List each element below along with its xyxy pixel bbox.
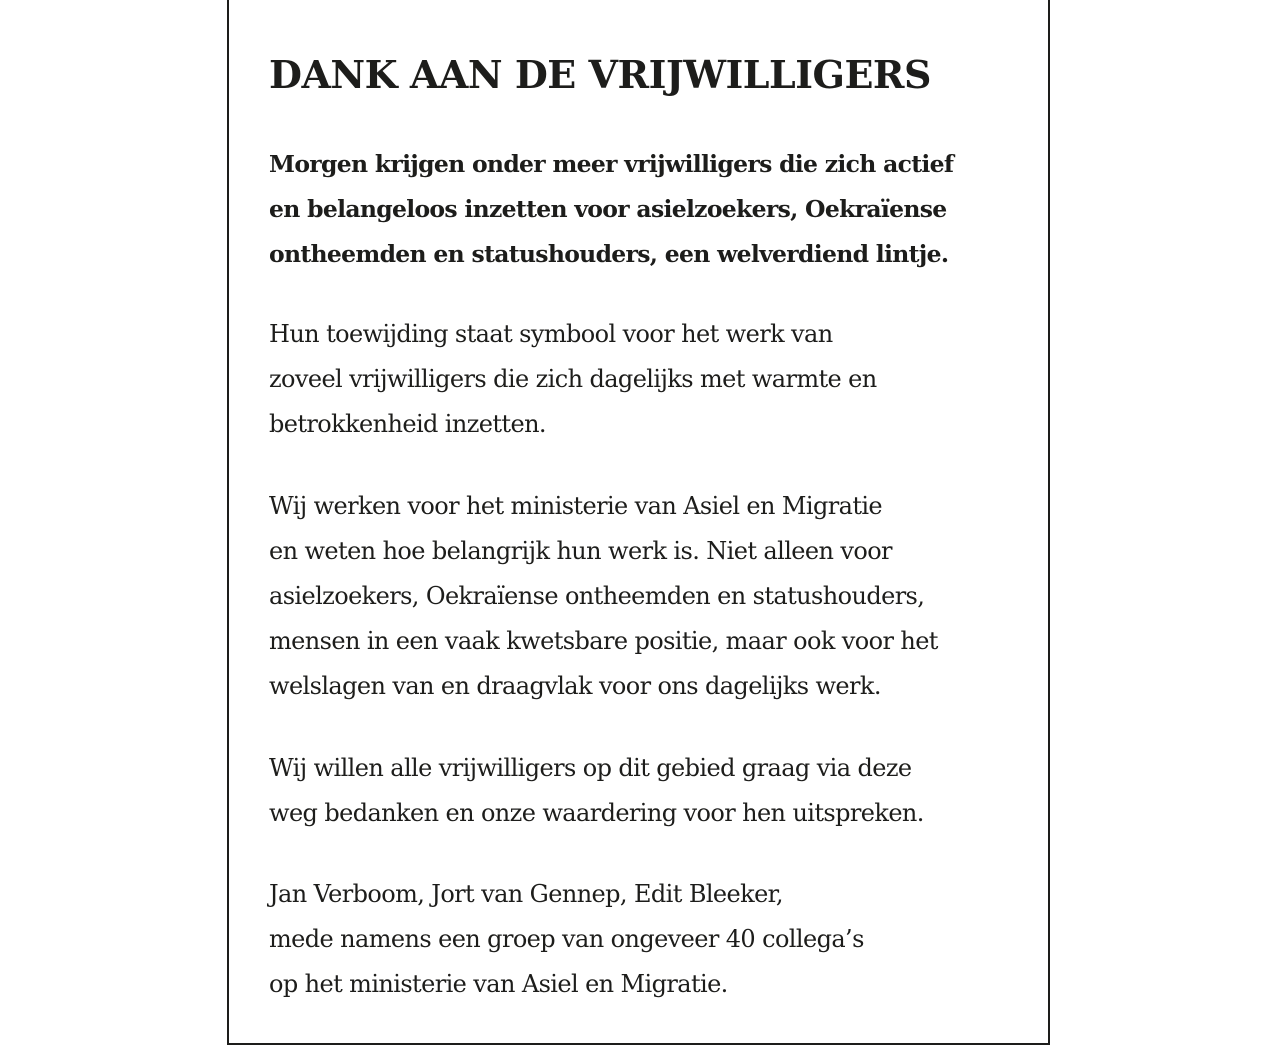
body-paragraph-2 (269, 484, 938, 709)
ad-title: DANK AAN DE VRIJWILLIGERS (269, 52, 931, 97)
signature-block (269, 872, 864, 1007)
paragraph-line: Hun toewijding staat symbool voor het werk van (269, 320, 833, 348)
lead-line: en belangeloos inzetten voor asielzoekers, Oekraïense (269, 195, 947, 223)
body-paragraph-1 (269, 312, 877, 447)
signature-line: op het ministerie van Asiel en Migratie. (269, 970, 728, 998)
lead-line: ontheemden en statushouders, een welverdiend lintje. (269, 240, 949, 268)
paragraph-line: zoveel vrijwilligers die zich dagelijks met warmte en (269, 365, 877, 393)
paragraph-line: betrokkenheid inzetten. (269, 410, 546, 438)
paragraph-line: mensen in een vaak kwetsbare positie, maar ook voor het (269, 627, 938, 655)
signature-line: mede namens een groep van ongeveer 40 collega’s (269, 925, 864, 953)
paragraph-line: asielzoekers, Oekraïense ontheemden en statushouders, (269, 582, 925, 610)
paragraph-line: welslagen van en draagvlak voor ons dagelijks werk. (269, 672, 881, 700)
paragraph-line: Wij willen alle vrijwilligers op dit gebied graag via deze (269, 754, 912, 782)
signature-line: Jan Verboom, Jort van Gennep, Edit Bleeker, (269, 880, 783, 908)
lead-line: Morgen krijgen onder meer vrijwilligers die zich actief (269, 150, 954, 178)
paragraph-line: Wij werken voor het ministerie van Asiel en Migratie (269, 492, 883, 520)
paragraph-line: en weten hoe belangrijk hun werk is. Niet alleen voor (269, 537, 892, 565)
lead-paragraph (269, 142, 953, 277)
paragraph-line: weg bedanken en onze waardering voor hen uitspreken. (269, 799, 924, 827)
body-paragraph-3 (269, 746, 924, 836)
